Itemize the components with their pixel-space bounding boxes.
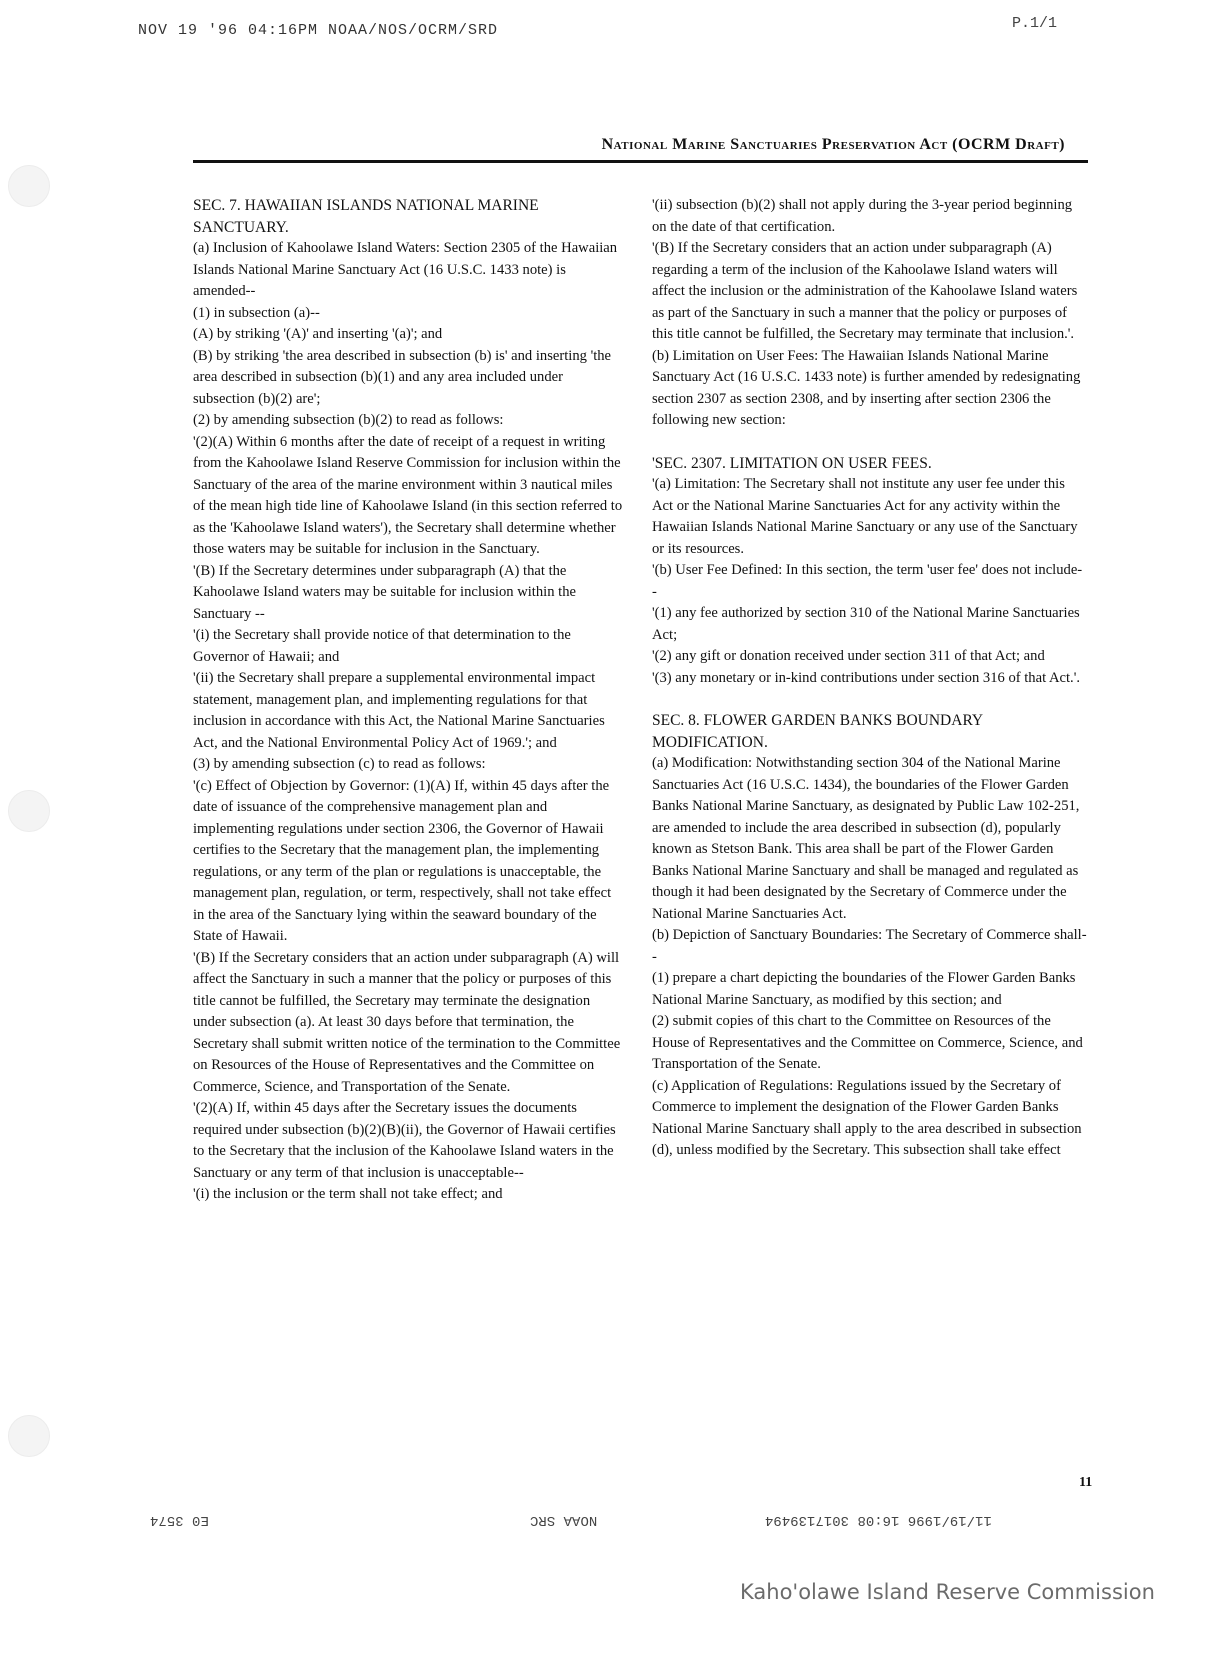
- paragraph: (A) by striking '(A)' and inserting '(a)'; and: [193, 326, 443, 342]
- watermark: Kaho'olawe Island Reserve Commission: [740, 1580, 1155, 1604]
- punch-hole: [8, 790, 50, 832]
- paragraph: (a) Inclusion of Kahoolawe Island Waters: Section 2305 of the Hawaiian Islands National Marine Sanctuary Act (16 U.S.C. 1433 note) is amended--: [193, 240, 618, 299]
- fax-footer-right: 11/19/1996 16:08 3017139494: [765, 1512, 992, 1528]
- paragraph: (b) Depiction of Sanctuary Boundaries: The Secretary of Commerce shall--: [652, 927, 1087, 965]
- fax-header: NOV 19 '96 04:16PM NOAA/NOS/OCRM/SRD: [138, 22, 499, 39]
- paragraph: '(ii) subsection (b)(2) shall not apply during the 3-year period beginning on the date of that certification.: [652, 197, 1073, 235]
- paragraph: (B) by striking 'the area described in subsection (b) is' and inserting 'the area described in subsection (b)(1) and any area included under subsection (b)(2) are';: [193, 347, 612, 407]
- paragraph: (a) Modification: Notwithstanding section 304 of the National Marine Sanctuaries Act (16 U.S.C. 1434), the boundaries of the Flower Garden Banks National Marine Sanctuary, as designated by Public Law 102-251, are amended to include the area described in subsection (d), popularly known as Stetson Bank. This area shall be part of the Flower Garden Banks National Marine Sanctuary and shall be managed and regulated as though it had been designated by the Secretary of Commerce under the National Marine Sanctuaries Act.: [652, 755, 1080, 922]
- section-heading: SEC. 8. FLOWER GARDEN BANKS BOUNDARY MODIFICATION.: [652, 712, 983, 751]
- paragraph: (c) Application of Regulations: Regulations issued by the Secretary of Commerce to implement the designation of the Flower Garden Banks National Marine Sanctuary shall apply to the area described in subsection (d), unless modified by the Secretary. This subsection shall take effect: [652, 1077, 1082, 1158]
- punch-hole: [8, 165, 50, 207]
- paragraph: '(B) If the Secretary determines under subparagraph (A) that the Kahoolawe Island waters may be suitable for inclusion within the Sanctuary --: [193, 562, 576, 622]
- paragraph: '(a) Limitation: The Secretary shall not institute any user fee under this Act or the National Marine Sanctuaries Act for any activity within the Hawaiian Islands National Marine Sanctuary or any use of the Sanctuary or its resources.: [652, 476, 1078, 557]
- paragraph: (2) by amending subsection (b)(2) to read as follows:: [193, 412, 504, 428]
- paragraph: '(3) any monetary or in-kind contributions under section 316 of that Act.'.: [652, 669, 1080, 686]
- page-number: 11: [1079, 1475, 1093, 1490]
- fax-footer-left: E0 3574: [150, 1512, 209, 1528]
- section-heading: SEC. 7. HAWAIIAN ISLANDS NATIONAL MARINE SANCTUARY.: [193, 197, 539, 236]
- paragraph: '(i) the Secretary shall provide notice of that determination to the Governor of Hawaii; and: [193, 627, 571, 665]
- paragraph: (b) Limitation on User Fees: The Hawaiian Islands National Marine Sanctuary Act (16 U.S.C. 1433 note) is further amended by redesignating section 2307 as section 2308, and by inserting after section 2306 the following new section:: [652, 347, 1081, 428]
- right-column: [652, 195, 1087, 1162]
- fax-footer-middle: NOAA SRC: [530, 1512, 598, 1528]
- punch-hole: [8, 1415, 50, 1457]
- paragraph: '(B) If the Secretary considers that an action under subparagraph (A) will affect the Sanctuary in such a manner that the policy or purposes of this title cannot be fulfilled, the Secretary may terminate the designation under subsection (a). At least 30 days before that termination, the Secretary shall submit written notice of the termination to the Committee on Resources of the House of Representatives and the Committee on Commerce, Science, and Transportation of the Senate.: [193, 949, 621, 1095]
- paragraph: (3) by amending subsection (c) to read as follows:: [193, 756, 486, 772]
- left-column: [193, 195, 623, 1206]
- header-rule: [193, 160, 1088, 163]
- paragraph: '(i) the inclusion or the term shall not take effect; and: [193, 1186, 503, 1202]
- paragraph: '(B) If the Secretary considers that an action under subparagraph (A) regarding a term of the inclusion of the Kahoolawe Island waters will affect the inclusion or the administration of the Kahoolawe Island waters as part of the Sanctuary in such a manner that the policy or purposes of this title cannot be fulfilled, the Secretary may terminate that inclusion.'.: [652, 240, 1078, 342]
- paragraph: '(c) Effect of Objection by Governor: (1)(A) If, within 45 days after the date of issuance of the comprehensive management plan and implementing regulations under section 2306, the Governor of Hawaii certifies to the Secretary that the management plan, the implementing regulations, or any term of the plan or regulations is unacceptable, the management plan, regulation, or term, respectively, shall not take effect in the area of the Sanctuary lying within the seaward boundary of the State of Hawaii.: [193, 777, 612, 944]
- fax-page-count: P.1/1: [1011, 15, 1057, 32]
- section-heading: 'SEC. 2307. LIMITATION ON USER FEES.: [652, 454, 932, 472]
- paragraph: '(2)(A) If, within 45 days after the Secretary issues the documents required under subsection (b)(2)(B)(ii), the Governor of Hawaii certifies to the Secretary that the inclusion of the Kahoolawe Island waters in the Sanctuary or any term of that inclusion is unacceptable--: [193, 1100, 616, 1181]
- paragraph: '(b) User Fee Defined: In this section, the term 'user fee' does not include--: [652, 562, 1083, 600]
- paragraph: '(ii) the Secretary shall prepare a supplemental environmental impact statement, management plan, and implementing regulations for that inclusion in accordance with this Act, the National Marine Sanctuaries Act, and the National Environmental Policy Act of 1969.'; and: [193, 670, 605, 751]
- paragraph: '(2) any gift or donation received under section 311 of that Act; and: [652, 648, 1045, 664]
- paragraph: '(1) any fee authorized by section 310 of the National Marine Sanctuaries Act;: [652, 605, 1080, 643]
- paragraph-spacer: [652, 689, 1087, 710]
- paragraph-spacer: [652, 432, 1087, 453]
- paragraph: '(2)(A) Within 6 months after the date of receipt of a request in writing from the Kahoolawe Island Reserve Commission for inclusion within the Sanctuary of the area of the marine environment within 3 nautical miles of the mean high tide line of Kahoolawe Island (in this section referred to as the 'Kahoolawe Island waters'), the Secretary shall determine whether those waters may be suitable for inclusion in the Sanctuary.: [193, 433, 623, 557]
- running-head: National Marine Sanctuaries Preservation Act (OCRM Draft): [601, 136, 1065, 153]
- paragraph: (2) submit copies of this chart to the Committee on Resources of the House of Representatives and the Committee on Commerce, Science, and Transportation of the Senate.: [652, 1013, 1083, 1072]
- paragraph: (1) prepare a chart depicting the boundaries of the Flower Garden Banks National Marine Sanctuary, as modified by this section; and: [652, 970, 1076, 1008]
- paragraph: (1) in subsection (a)--: [193, 304, 320, 321]
